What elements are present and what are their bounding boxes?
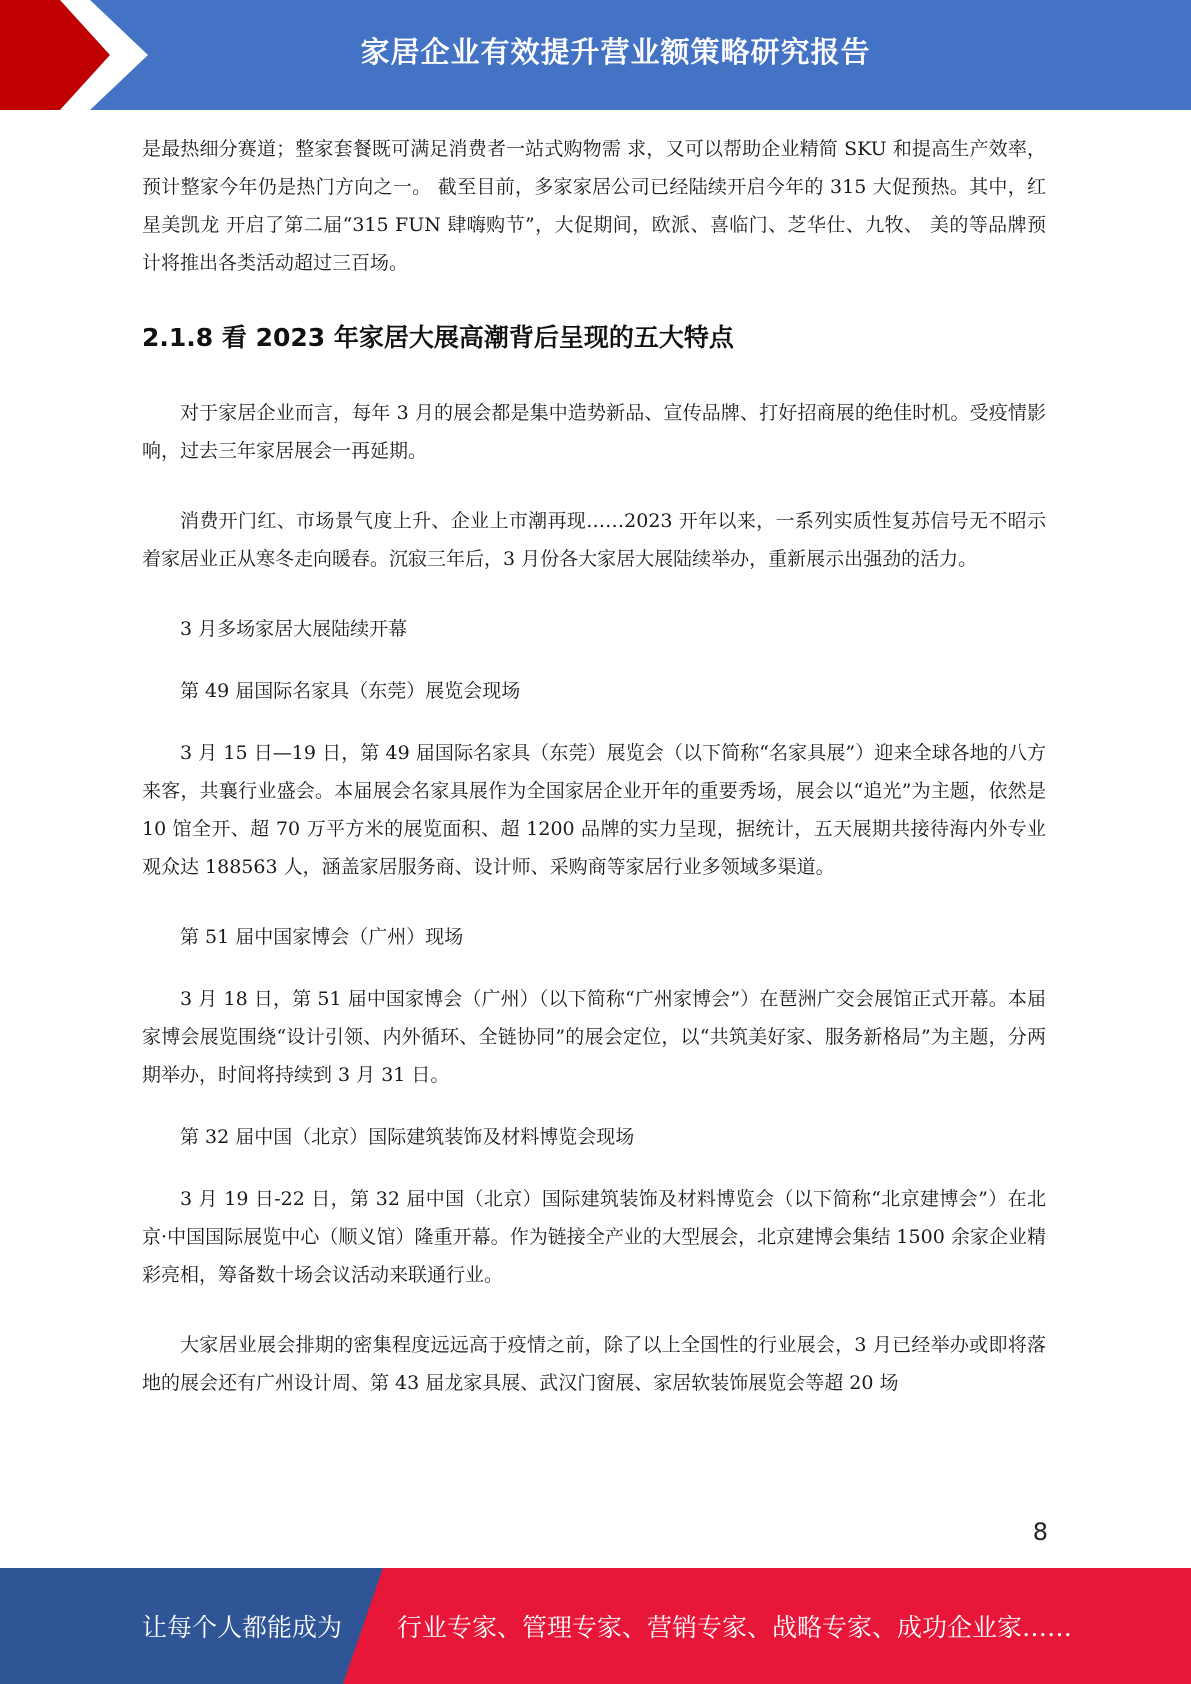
body-paragraph: 3 月 15 日—19 日，第 49 届国际名家具（东莞）展览会（以下简称“名家具展”）迎来全球各地的八方来客，共襄行业盛会。本届展会名家具展作为全国家居企业开年的重要秀场，展会以“追光”为主题，依然是 10 馆全开、超 70 万平方米的展览面积、超 1200 品牌的实力呈现，据统计，五天展期共接待海内外专业观众达 188563 人，涵盖家居服务商、设计师、采购商等家居行业多领域多渠道。: [142, 742, 1046, 878]
body-paragraph: 对于家居企业而言，每年 3 月的展会都是集中造势新品、宣传品牌、打好招商展的绝佳时机。受疫情影响，过去三年家居展会一再延期。: [142, 402, 1046, 462]
body-paragraph: 大家居业展会排期的密集程度远远高于疫情之前，除了以上全国性的行业展会，3 月已经举办或即将落地的展会还有广州设计周、第 43 届龙家具展、武汉门窗展、家居软装饰展览会等超 20 场: [142, 1334, 1046, 1394]
header-arrow-decoration: [0, 0, 160, 110]
body-paragraph: 消费开门红、市场景气度上升、企业上市潮再现……2023 开年以来，一系列实质性复苏信号无不昭示着家居业正从寒冬走向暖春。沉寂三年后，3 月份各大家居大展陆续举办，重新展示出强劲的活力。: [142, 510, 1046, 570]
section-heading: 2.1.8 看 2023 年家居大展高潮背后呈现的五大特点: [142, 323, 734, 352]
intro-paragraph: 是最热细分赛道；整家套餐既可满足消费者一站式购物需 求，又可以帮助企业精简 SKU 和提高生产效率，预计整家今年仍是热门方向之一。 截至目前，多家家居公司已经陆续开启今年的 315 大促预热。其中，红星美凯龙 开启了第二届“315 FUN 肆嗨购节”，大促期间，欧派、喜临门、芝华仕、九牧、 美的等品牌预计将推出各类活动超过三百场。: [142, 138, 1046, 274]
body-paragraph: 3 月 18 日，第 51 届中国家博会（广州）（以下简称“广州家博会”）在琶洲广交会展馆正式开幕。本届家博会展览围绕“设计引领、内外循环、全链协同”的展会定位，以“共筑美好家、服务新格局”为主题，分两期举办，时间将持续到 3 月 31 日。: [142, 988, 1046, 1086]
caption-line: 第 49 届国际名家具（东莞）展览会现场: [180, 680, 521, 702]
caption-line: 第 32 届中国（北京）国际建筑装饰及材料博览会现场: [180, 1126, 635, 1148]
page-header: [0, 0, 1191, 110]
caption-line: 第 51 届中国家博会（广州）现场: [180, 926, 464, 948]
footer-slogan-right: 行业专家、管理专家、营销专家、战略专家、成功企业家……: [397, 1613, 1073, 1642]
subheading-line: 3 月多场家居大展陆续开幕: [180, 618, 408, 640]
page-number: 8: [1032, 1518, 1048, 1546]
document-title: 家居企业有效提升营业额策略研究报告: [360, 34, 871, 69]
footer-slogan-left: 让每个人都能成为: [142, 1613, 343, 1642]
page-content: [142, 130, 1046, 1402]
page-footer: [0, 1568, 1191, 1684]
body-paragraph: 3 月 19 日-22 日，第 32 届中国（北京）国际建筑装饰及材料博览会（以下简称“北京建博会”）在北京·中国国际展览中心（顺义馆）隆重开幕。作为链接全产业的大型展会，北京建博会集结 1500 余家企业精彩亮相，筹备数十场会议活动来联通行业。: [142, 1188, 1046, 1286]
